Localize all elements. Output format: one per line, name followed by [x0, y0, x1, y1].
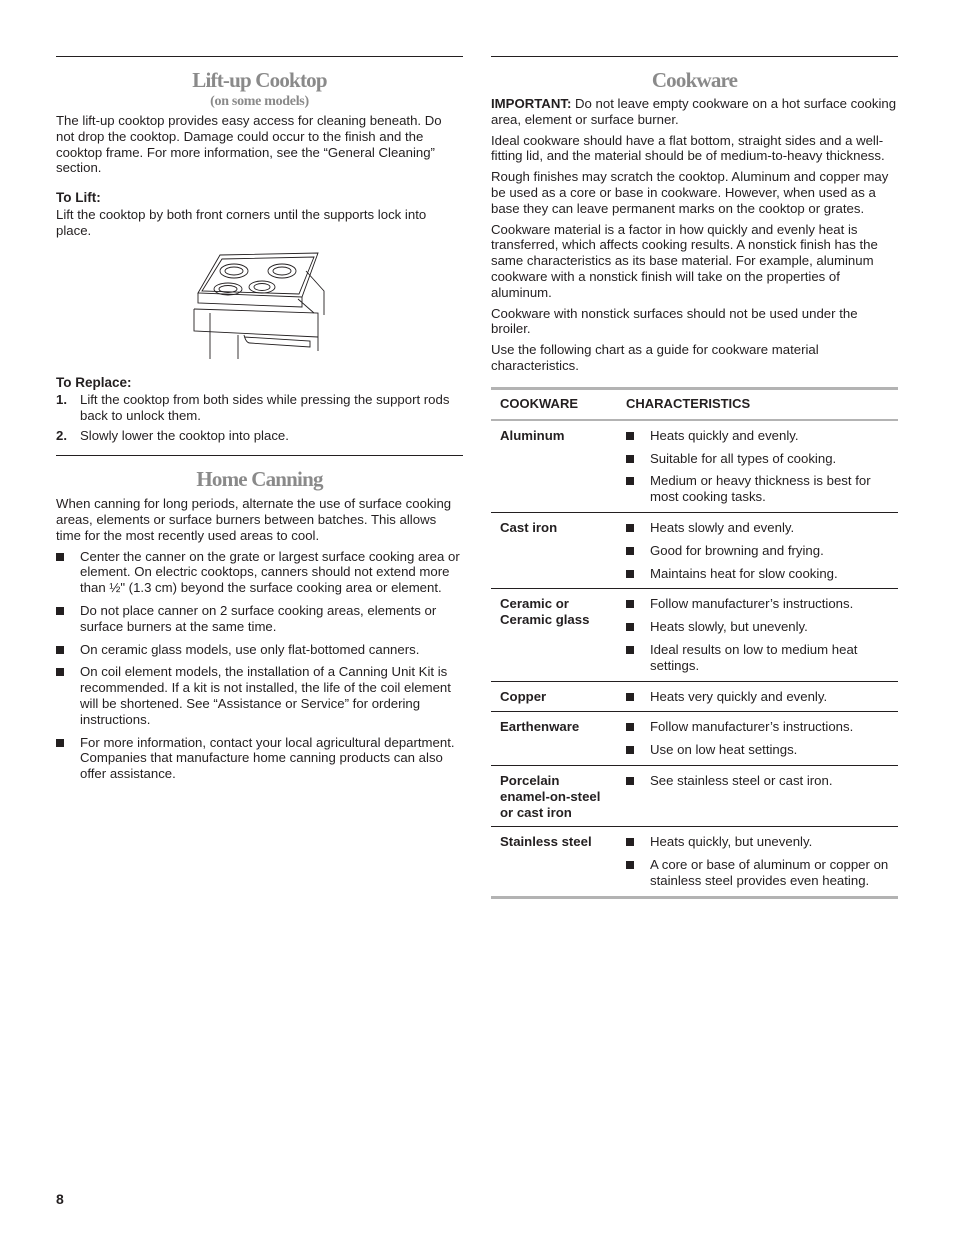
square-bullet-icon — [626, 693, 634, 701]
material-cell: Stainless steel — [500, 834, 592, 850]
list-item: Suitable for all types of cooking. — [626, 451, 889, 467]
cookware-title: Cookware — [651, 68, 738, 92]
material-cell: Ceramic or Ceramic glass — [491, 589, 617, 681]
replace-step — [56, 428, 463, 444]
square-bullet-icon — [626, 524, 634, 532]
list-item: Follow manufacturer’s instructions. — [626, 596, 889, 612]
characteristics-cell — [617, 512, 898, 588]
list-item: Do not place canner on 2 surface cooking areas, elements or surface burners at the same time. — [56, 603, 463, 635]
list-item: For more information, contact your local agricultural department. Companies that manufacture home canning products can also offer assistance. — [56, 735, 463, 782]
characteristics-cell — [617, 765, 898, 826]
table-row — [491, 712, 898, 766]
column-header: COOKWARE — [491, 388, 617, 420]
characteristics-cell — [617, 712, 898, 766]
square-bullet-icon — [626, 861, 634, 869]
square-bullet-icon — [56, 646, 64, 654]
cookware-paragraph: Use the following chart as a guide for cookware material characteristics. — [491, 342, 819, 373]
square-bullet-icon — [56, 668, 64, 676]
list-item: Good for browning and frying. — [626, 543, 889, 559]
characteristics-cell — [617, 420, 898, 513]
left-column — [56, 56, 463, 789]
cookware-table-body — [491, 420, 898, 897]
square-bullet-icon — [626, 570, 634, 578]
step-number: 2. — [56, 428, 67, 444]
important-text: Do not leave empty cookware on a hot surface cooking area, element or surface burner. — [491, 96, 897, 127]
list-item: Heats quickly and evenly. — [626, 428, 889, 444]
list-item: Heats quickly, but unevenly. — [626, 834, 889, 850]
list-item: Maintains heat for slow cooking. — [626, 566, 889, 582]
table-row — [491, 512, 898, 588]
to-replace-heading: To Replace: — [56, 374, 132, 390]
square-bullet-icon — [626, 838, 634, 846]
characteristics-cell — [617, 681, 898, 712]
square-bullet-icon — [626, 432, 634, 440]
square-bullet-icon — [56, 553, 64, 561]
list-item: Heats slowly, but unevenly. — [626, 619, 889, 635]
column-header: CHARACTERISTICS — [617, 388, 898, 420]
material-cell: Copper — [491, 681, 617, 712]
list-item: Center the canner on the grate or largest surface cooking area or element. On electric cooktops, canners should not extend more than ½" (1.3 cm) beyond the surface cooking area or element. — [56, 549, 463, 596]
square-bullet-icon — [626, 547, 634, 555]
square-bullet-icon — [626, 777, 634, 785]
list-item: Heats slowly and evenly. — [626, 520, 889, 536]
canning-intro: When canning for long periods, alternate the use of surface cooking areas, elements or surface burners between batches. This allows time for the most recently used areas to cool. — [56, 496, 452, 543]
top-rule-left — [56, 56, 463, 57]
cookware-paragraph: Rough finishes may scratch the cooktop. Aluminum and copper may be used as a core or base in cookware. However, when used as a base they can leave permanent marks on the cooktop or grates. — [491, 169, 889, 216]
table-row — [491, 420, 898, 513]
material-cell: Earthenware — [491, 712, 617, 766]
square-bullet-icon — [626, 623, 634, 631]
table-row — [491, 681, 898, 712]
step-number: 1. — [56, 391, 67, 407]
square-bullet-icon — [626, 723, 634, 731]
top-rule-right — [491, 56, 898, 57]
to-lift-heading: To Lift: — [56, 190, 101, 206]
lift-up-cooktop-illustration — [190, 251, 330, 361]
step-text: Lift the cooktop from both sides while pressing the support rods back to unlock them. — [80, 391, 450, 423]
replace-step — [56, 392, 463, 424]
important-label: IMPORTANT: — [491, 96, 572, 111]
canning-bullets — [56, 549, 463, 782]
lift-up-intro: The lift-up cooktop provides easy access for cleaning beneath. Do not drop the cooktop. Damage could occur to the finish and the cooktop frame. For more information, see the “General Cleaning” section. — [56, 113, 442, 176]
step-text: Slowly lower the cooktop into place. — [80, 428, 289, 444]
characteristics-cell — [617, 589, 898, 681]
square-bullet-icon — [56, 739, 64, 747]
table-row — [491, 589, 898, 681]
lift-up-subtitle: (on some models) — [210, 94, 309, 109]
cookware-paragraph: Ideal cookware should have a flat bottom, straight sides and a well-fitting lid, and the material should be of medium-to-heavy thickness. — [491, 132, 885, 164]
list-item: See stainless steel or cast iron. — [626, 773, 889, 789]
cookware-paragraph: Cookware material is a factor in how quickly and evenly heat is transferred, which affects cooking results. A nonstick finish has the same characteristics as its base material. For example, aluminum cookware with a nonstick finish will take on the properties of aluminum. — [491, 221, 878, 300]
list-item: A core or base of aluminum or copper on stainless steel provides even heating. — [626, 857, 889, 889]
canning-rule — [56, 455, 463, 456]
list-item: On coil element models, the installation of a Canning Unit Kit is recommended. If a kit is not installed, the life of the coil element will be shortened. See “Assistance or Service” for ordering instructions. — [56, 664, 463, 727]
characteristics-cell — [617, 827, 898, 897]
lift-up-title: Lift-up Cooktop — [192, 68, 327, 92]
replace-steps — [56, 392, 463, 444]
cookware-table — [491, 387, 898, 899]
square-bullet-icon — [626, 646, 634, 654]
list-item: On ceramic glass models, use only flat-bottomed canners. — [56, 642, 463, 658]
cookware-important — [491, 96, 898, 128]
material-cell: Aluminum — [491, 420, 617, 513]
list-item: Medium or heavy thickness is best for most cooking tasks. — [626, 473, 889, 505]
page-number: 8 — [56, 1191, 64, 1207]
table-header-row — [491, 388, 898, 420]
material-cell: Porcelain enamel-on-steel or cast iron — [491, 765, 617, 826]
cookware-paragraph: Cookware with nonstick surfaces should not be used under the broiler. — [491, 305, 858, 337]
list-item: Heats very quickly and evenly. — [626, 689, 889, 705]
square-bullet-icon — [626, 746, 634, 754]
to-lift-text: Lift the cooktop by both front corners until the supports lock into place. — [56, 207, 427, 238]
square-bullet-icon — [56, 607, 64, 615]
square-bullet-icon — [626, 600, 634, 608]
square-bullet-icon — [626, 455, 634, 463]
right-column — [491, 56, 898, 899]
home-canning-title: Home Canning — [196, 467, 323, 492]
table-row — [491, 827, 898, 897]
material-cell: Cast iron — [491, 512, 617, 588]
list-item: Ideal results on low to medium heat settings. — [626, 642, 889, 674]
list-item: Use on low heat settings. — [626, 742, 889, 758]
table-row — [491, 765, 898, 826]
list-item: Follow manufacturer’s instructions. — [626, 719, 889, 735]
square-bullet-icon — [626, 477, 634, 485]
